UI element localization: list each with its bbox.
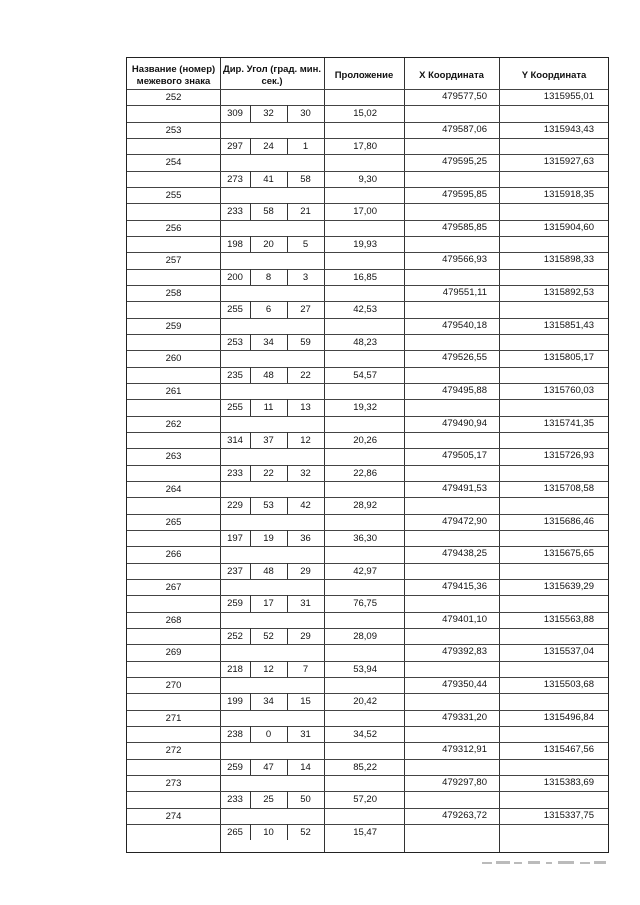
segment-minutes: 17 (263, 598, 274, 610)
point-y: 1315726,93 (543, 450, 594, 462)
segment-length: 22,86 (353, 467, 377, 479)
segment-seconds: 29 (300, 565, 311, 577)
point-y: 1315639,29 (543, 580, 594, 592)
point-y: 1315955,01 (543, 91, 594, 102)
point-name: 269 (165, 647, 182, 659)
segment-seconds: 15 (300, 696, 311, 708)
point-y: 1315383,69 (543, 776, 594, 788)
segment-degrees: 252 (227, 630, 243, 642)
segment-degrees: 233 (227, 794, 243, 806)
point-x: 479526,55 (442, 352, 487, 364)
point-y: 1315708,58 (543, 482, 594, 494)
segment-degrees: 233 (227, 206, 243, 218)
segment-minutes: 19 (263, 532, 274, 544)
segment-seconds: 32 (300, 467, 311, 479)
point-x: 479577,50 (442, 91, 487, 102)
point-x: 479312,91 (442, 744, 487, 756)
point-name: 268 (165, 614, 182, 626)
point-x: 479297,80 (442, 776, 487, 788)
point-name: 255 (165, 189, 182, 201)
point-x: 479505,17 (442, 450, 487, 462)
header-y: Y Координата (521, 70, 587, 81)
point-name: 261 (165, 385, 182, 397)
point-x: 479587,06 (442, 123, 487, 135)
point-x: 479495,88 (442, 384, 487, 396)
point-x: 479472,90 (442, 515, 487, 527)
point-name: 273 (165, 777, 182, 789)
point-x: 479392,83 (442, 646, 487, 658)
point-x: 479595,25 (442, 156, 487, 168)
scan-artifact (480, 856, 610, 870)
segment-minutes: 20 (263, 238, 274, 250)
segment-length: 17,80 (353, 140, 377, 152)
segment-degrees: 309 (227, 108, 243, 120)
segment-degrees: 237 (227, 565, 243, 577)
segment-minutes: 48 (263, 369, 274, 381)
point-name: 272 (165, 745, 182, 757)
point-name: 254 (165, 157, 182, 169)
segment-seconds: 36 (300, 532, 311, 544)
segment-seconds: 22 (300, 369, 311, 381)
segment-seconds: 14 (300, 761, 311, 773)
segment-seconds: 42 (300, 500, 311, 512)
header-name: Название (номер) межевого знака (131, 64, 216, 87)
segment-degrees: 255 (227, 304, 243, 316)
segment-degrees: 253 (227, 336, 243, 348)
point-name: 256 (165, 222, 182, 234)
point-x: 479415,36 (442, 580, 487, 592)
point-name: 259 (165, 320, 182, 332)
segment-degrees: 297 (227, 140, 243, 152)
point-y: 1315467,56 (543, 744, 594, 756)
segment-degrees: 273 (227, 173, 243, 185)
point-y: 1315927,63 (543, 156, 594, 168)
segment-degrees: 229 (227, 500, 243, 512)
segment-minutes: 34 (263, 336, 274, 348)
point-name: 265 (165, 516, 182, 528)
segment-minutes: 22 (263, 467, 274, 479)
segment-length: 48,23 (353, 336, 377, 348)
segment-seconds: 5 (302, 238, 309, 250)
segment-minutes: 41 (263, 173, 274, 185)
point-name: 267 (165, 581, 182, 593)
point-x: 479401,10 (442, 613, 487, 625)
segment-seconds: 21 (300, 206, 311, 218)
segment-minutes: 53 (263, 500, 274, 512)
point-y: 1315741,35 (543, 417, 594, 429)
segment-length: 57,20 (353, 794, 377, 806)
segment-minutes: 8 (265, 271, 272, 283)
point-y: 1315537,04 (543, 646, 594, 658)
point-name: 271 (165, 712, 182, 724)
segment-seconds: 59 (300, 336, 311, 348)
point-name: 252 (165, 92, 182, 103)
segment-seconds: 31 (300, 598, 311, 610)
segment-length: 20,42 (353, 696, 377, 708)
point-y: 1315760,03 (543, 384, 594, 396)
point-y: 1315943,43 (543, 123, 594, 135)
point-y: 1315496,84 (543, 711, 594, 723)
point-x: 479540,18 (442, 319, 487, 331)
segment-length: 17,00 (353, 206, 377, 218)
point-x: 479595,85 (442, 188, 487, 200)
header-length: Проложение (334, 70, 394, 81)
segment-length: 19,32 (353, 402, 377, 414)
point-name: 257 (165, 255, 182, 267)
segment-minutes: 25 (263, 794, 274, 806)
segment-seconds: 29 (300, 630, 311, 642)
segment-length: 28,09 (353, 630, 377, 642)
segment-minutes: 47 (263, 761, 274, 773)
point-x: 479263,72 (442, 809, 487, 821)
point-name: 266 (165, 549, 182, 561)
point-name: 262 (165, 418, 182, 430)
segment-seconds: 13 (300, 402, 311, 414)
segment-length: 36,30 (353, 532, 377, 544)
segment-length: 15,02 (353, 108, 377, 120)
segment-degrees: 314 (227, 434, 243, 446)
point-name: 263 (165, 451, 182, 463)
segment-length: 42,97 (353, 565, 377, 577)
point-x: 479566,93 (442, 254, 487, 266)
point-x: 479438,25 (442, 548, 487, 560)
segment-length: 15,47 (353, 826, 377, 838)
point-x: 479490,94 (442, 417, 487, 429)
coordinates-table (126, 57, 609, 853)
segment-minutes: 48 (263, 565, 274, 577)
segment-seconds: 52 (300, 826, 311, 838)
point-y: 1315337,75 (543, 809, 594, 821)
segment-seconds: 50 (300, 794, 311, 806)
segment-degrees: 200 (227, 271, 243, 283)
point-name: 274 (165, 810, 182, 822)
segment-length: 20,26 (353, 434, 377, 446)
point-y: 1315918,35 (543, 188, 594, 200)
point-y: 1315675,65 (543, 548, 594, 560)
point-name: 264 (165, 483, 182, 495)
point-y: 1315851,43 (543, 319, 594, 331)
segment-seconds: 3 (302, 271, 309, 283)
segment-minutes: 0 (265, 728, 272, 740)
segment-seconds: 58 (300, 173, 311, 185)
segment-length: 19,93 (353, 238, 377, 250)
segment-degrees: 238 (227, 728, 243, 740)
point-y: 1315898,33 (543, 254, 594, 266)
segment-degrees: 259 (227, 761, 243, 773)
segment-seconds: 1 (302, 140, 309, 152)
segment-seconds: 31 (300, 728, 311, 740)
segment-minutes: 37 (263, 434, 274, 446)
segment-minutes: 58 (263, 206, 274, 218)
segment-minutes: 12 (263, 663, 274, 675)
segment-degrees: 197 (227, 532, 243, 544)
point-x: 479551,11 (442, 286, 487, 298)
segment-minutes: 10 (263, 826, 274, 838)
segment-degrees: 233 (227, 467, 243, 479)
point-x: 479350,44 (442, 678, 487, 690)
point-y: 1315904,60 (543, 221, 594, 233)
segment-degrees: 218 (227, 663, 243, 675)
segment-minutes: 52 (263, 630, 274, 642)
point-y: 1315503,68 (543, 678, 594, 690)
segment-minutes: 11 (263, 402, 274, 414)
point-name: 260 (165, 353, 182, 365)
segment-degrees: 235 (227, 369, 243, 381)
segment-length: 9,30 (358, 173, 377, 185)
point-y: 1315563,88 (543, 613, 594, 625)
point-y: 1315686,46 (543, 515, 594, 527)
header-angle: Дир. Угол (град. мин. сек.) (222, 64, 322, 87)
segment-length: 53,94 (353, 663, 377, 675)
segment-seconds: 27 (300, 304, 311, 316)
segment-minutes: 6 (265, 304, 272, 316)
segment-degrees: 199 (227, 696, 243, 708)
segment-length: 85,22 (353, 761, 377, 773)
point-name: 258 (165, 287, 182, 299)
segment-seconds: 7 (302, 663, 309, 675)
header-x: X Координата (419, 70, 484, 81)
segment-minutes: 32 (263, 108, 274, 120)
point-y: 1315805,17 (543, 352, 594, 364)
segment-degrees: 255 (227, 402, 243, 414)
segment-length: 42,53 (353, 304, 377, 316)
segment-length: 34,52 (353, 728, 377, 740)
point-x: 479331,20 (442, 711, 487, 723)
segment-length: 16,85 (353, 271, 377, 283)
segment-degrees: 198 (227, 238, 243, 250)
segment-degrees: 265 (227, 826, 243, 838)
segment-length: 76,75 (353, 598, 377, 610)
segment-length: 28,92 (353, 500, 377, 512)
point-x: 479491,53 (442, 482, 487, 494)
segment-minutes: 34 (263, 696, 274, 708)
segment-seconds: 12 (300, 434, 311, 446)
segment-degrees: 259 (227, 598, 243, 610)
segment-minutes: 24 (263, 140, 274, 152)
point-name: 253 (165, 124, 182, 136)
segment-seconds: 30 (300, 108, 311, 120)
point-y: 1315892,53 (543, 286, 594, 298)
point-x: 479585,85 (442, 221, 487, 233)
point-name: 270 (165, 679, 182, 691)
segment-length: 54,57 (353, 369, 377, 381)
